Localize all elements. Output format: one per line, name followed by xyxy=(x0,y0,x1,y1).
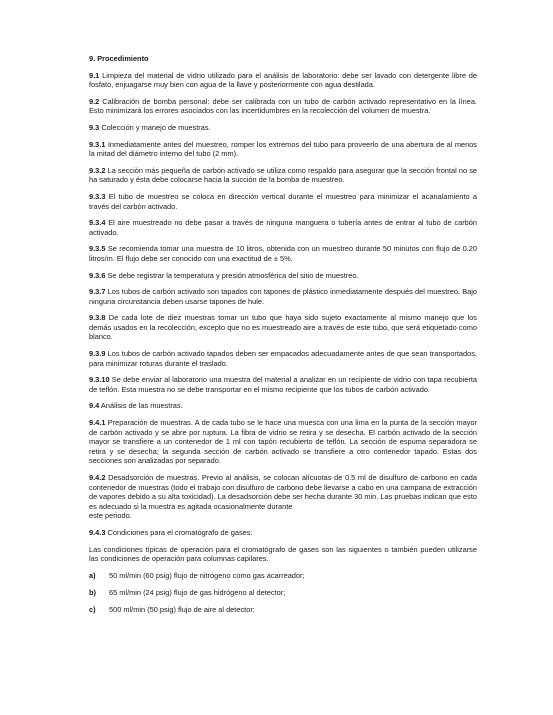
paragraph-text: Limpieza del material de vidrio utilizado para el análisis de laboratorio: debe ser lavado con detergente libre de fosfato, enjuagarse muy bien con agua de la llave y posteriormente con agua destilada. xyxy=(89,70,477,90)
paragraph-number: 9.3.7 xyxy=(89,287,106,297)
item-text: 50 ml/min (60 psig) flujo de nitrógeno como gas acarreador; xyxy=(109,570,305,580)
paragraph-number: 9.1 xyxy=(89,70,100,80)
paragraph-9-3-9 xyxy=(89,349,477,368)
paragraph-9-4-3 xyxy=(89,528,477,538)
conditions-intro: Las condiciones típicas de operación para el cromatógrafo de gases son las siguientes o también pueden utilizarse las condiciones de operación para columnas capilares. xyxy=(89,544,477,564)
paragraph-text: Los tubos de carbón activado son tapados con tapones de plástico inmediatamente después del muestreo. Bajo ninguna circunstancia deben usarse tapones de hule. xyxy=(89,287,477,306)
document-page xyxy=(89,54,477,622)
paragraph-number: 9.2 xyxy=(89,96,100,106)
paragraph-number: 9.3 xyxy=(89,122,100,132)
paragraph-9-1 xyxy=(89,71,477,90)
paragraph-9-3 xyxy=(89,123,477,133)
item-label: b) xyxy=(89,587,96,597)
paragraph-text: Inmediatamente antes del muestreo, romper los extremos del tubo para proveerlo de una abertura de al menos la mitad del diámetro interno del tubo (2 mm). xyxy=(89,139,477,159)
item-label: a) xyxy=(89,570,96,580)
paragraph-text: Análisis de las muestras. xyxy=(99,401,183,411)
paragraph-number: 9.3.9 xyxy=(89,349,106,359)
paragraph-number: 9.4.3 xyxy=(89,527,106,537)
paragraph-text: El aire muestreado no debe pasar a través de ninguna manguera o tubería antes de entrar al tubo de carbón activado. xyxy=(89,218,477,237)
paragraph-9-2 xyxy=(89,97,477,116)
paragraph-text: De cada lote de diez muestras tomar un tubo que haya sido sujeto exactamente al mismo manejo que los demás usados en la recolección, excepto que no es muestreado aire a través de este tubo, que será etiquetado como blanco. xyxy=(89,313,477,342)
condition-item-b xyxy=(89,588,477,598)
paragraph-text: Calibración de bomba personal: debe ser calibrada con un tubo de carbón activado representativo en la línea. Esto minimizará los errores asociados con las incertidumbres en la recolección del volumen de muestra. xyxy=(89,96,477,116)
paragraph-9-3-2 xyxy=(89,166,477,185)
paragraph-9-4-2 xyxy=(89,473,477,521)
item-text: 65 ml/min (24 psig) flujo de gas hidrógeno al detector; xyxy=(109,587,286,597)
paragraph-text: Se recomienda tomar una muestra de 10 litros, obtenida con un muestreo durante 50 minutos con flujo de 0.20 litros/m. El flujo debe ser conocido con una exactitud de ± 5%. xyxy=(89,244,477,263)
paragraph-text: Los tubos de carbón activado tapados deben ser empacados adecuadamente antes de que sean transportados, para minimizar roturas durante el traslado. xyxy=(89,349,477,368)
section-heading: 9. Procedimiento xyxy=(89,54,149,63)
paragraph-number: 9.4.1 xyxy=(89,418,106,428)
paragraph-text: Condiciones para el cromatógrafo de gases: xyxy=(105,527,253,537)
paragraph-text: El tubo de muestreo se coloca en dirección vertical durante el muestreo para minimizar el acanalamiento a través del carbón activado. xyxy=(89,191,477,211)
paragraph-text: Desadsorción de muestras. Previo al análisis, se colocan alícuotas de 0.5 ml de disulfuro de carbono en cada contenedor de muestras (todo el trabajo con disulfuro de carbono debe llevarse a cabo en una campana de extracción de vapores debido a su alta toxicidad). La desadsorción debe ser hecha durante 30 min. Las pruebas indican que esto es adecuado si la muestra es agitada ocasionalmente durante xyxy=(89,473,477,511)
condition-item-a xyxy=(89,571,477,581)
paragraph-number: 9.3.10 xyxy=(89,375,110,385)
paragraph-text: Preparación de muestras. A de cada tubo se le hace una muesca con una lima en la punta de la sección mayor de carbón activado y se abre por ruptura. La fibra de vidrio se retira y se desecha. El carbón activado de la sección mayor se transfiere a un contenedor de 1 ml con tapón recubierto de teflón. La sección de espuma separadora se retira y se desecha; la segunda sección de carbón activado se transfiere a otro contenedor tapado. Estas dos secciones son analizadas por separado. xyxy=(89,418,477,466)
paragraph-number: 9.3.3 xyxy=(89,191,106,201)
paragraph-9-3-4 xyxy=(89,218,477,237)
paragraph-number: 9.3.4 xyxy=(89,218,106,228)
paragraph-text-continuation: este periodo. xyxy=(89,511,132,521)
paragraph-9-3-7 xyxy=(89,287,477,306)
item-text: 500 ml/min (50 psig) flujo de aire al detector; xyxy=(109,604,255,614)
paragraph-9-3-1 xyxy=(89,140,477,159)
item-label: c) xyxy=(89,604,96,614)
paragraph-9-3-6 xyxy=(89,271,477,281)
paragraph-9-4 xyxy=(89,401,477,411)
paragraph-9-3-10 xyxy=(89,375,477,394)
paragraph-number: 9.4 xyxy=(89,401,100,411)
paragraph-9-3-8 xyxy=(89,313,477,342)
paragraph-9-3-5 xyxy=(89,244,477,263)
paragraph-text: Se debe registrar la temperatura y presión atmosférica del sitio de muestreo. xyxy=(105,270,359,280)
paragraph-number: 9.3.2 xyxy=(89,165,106,175)
condition-item-c xyxy=(89,605,477,615)
paragraph-number: 9.4.2 xyxy=(89,473,106,482)
paragraph-9-3-3 xyxy=(89,192,477,211)
paragraph-number: 9.3.5 xyxy=(89,244,106,254)
paragraph-number: 9.3.6 xyxy=(89,270,106,280)
paragraph-text: Colección y manejo de muestras. xyxy=(99,122,211,132)
paragraph-text: Se debe enviar al laboratorio una muestra del material a analizar en un recipiente de vidrio con tapa recubierta de teflón. Esta muestra no se debe transportar en el mismo recipiente que los tubos de carbón activado. xyxy=(89,375,477,394)
paragraph-9-4-1 xyxy=(89,418,477,466)
paragraph-number: 9.3.1 xyxy=(89,139,106,149)
paragraph-number: 9.3.8 xyxy=(89,313,106,323)
paragraph-text: La sección más pequeña de carbón activado se utiliza como respaldo para asegurar que la sección frontal no se ha saturado y ésta debe colocarse hacia la succión de la bomba de muestreo. xyxy=(89,165,477,185)
